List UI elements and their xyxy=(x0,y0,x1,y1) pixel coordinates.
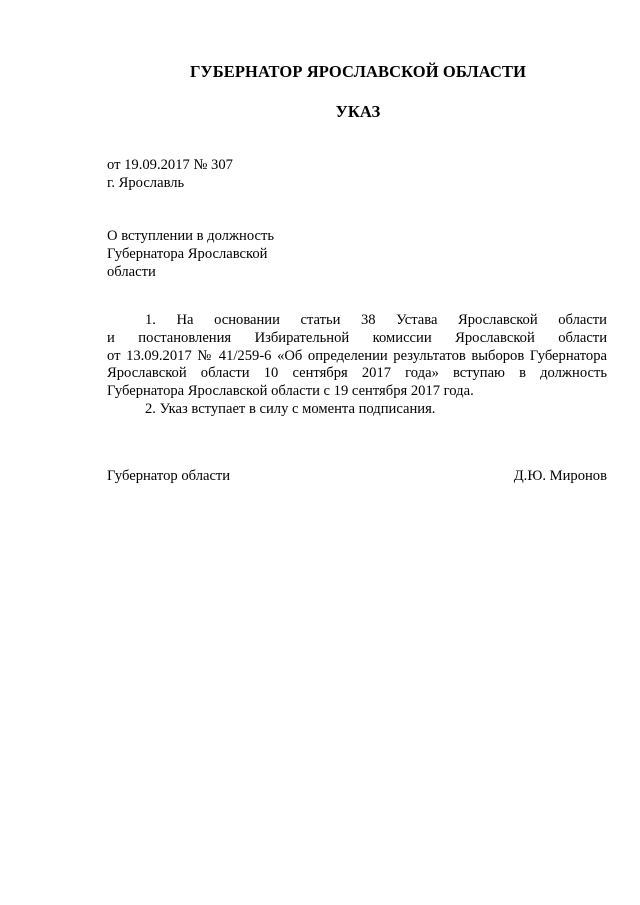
paragraph-1-line-4: Ярославской области 10 сентября 2017 года» вступаю в должность xyxy=(107,365,607,382)
subject-line-3: области xyxy=(107,264,156,280)
signatory-name: Д.Ю. Миронов xyxy=(513,468,607,484)
signatory-position: Губернатор области xyxy=(107,468,231,484)
place-of-issue: г. Ярославль xyxy=(107,175,185,191)
date-and-number: от 19.09.2017 № 307 xyxy=(107,157,233,173)
paragraph-1-line-5: Губернатора Ярославской области с 19 сентября 2017 года. xyxy=(107,383,474,400)
subject-line-1: О вступлении в должность xyxy=(107,228,275,244)
subject-line-2: Губернатора Ярославской xyxy=(107,246,268,262)
issuing-authority: ГУБЕРНАТОР ЯРОСЛАВСКОЙ ОБЛАСТИ xyxy=(189,62,527,81)
paragraph-1 xyxy=(107,312,607,401)
paragraph-1-line-2: и постановления Избирательной комиссии Ярославской области xyxy=(107,329,607,346)
body-text xyxy=(107,312,607,419)
paragraph-1-line-1: 1. На основании статьи 38 Устава Ярославской области xyxy=(145,312,607,328)
paragraph-2: 2. Указ вступает в силу с момента подписания. xyxy=(145,400,436,417)
document-type: УКАЗ xyxy=(335,102,381,121)
paragraph-1-line-3: от 13.09.2017 № 41/259-6 «Об определении результатов выборов Губернатора xyxy=(107,347,607,364)
